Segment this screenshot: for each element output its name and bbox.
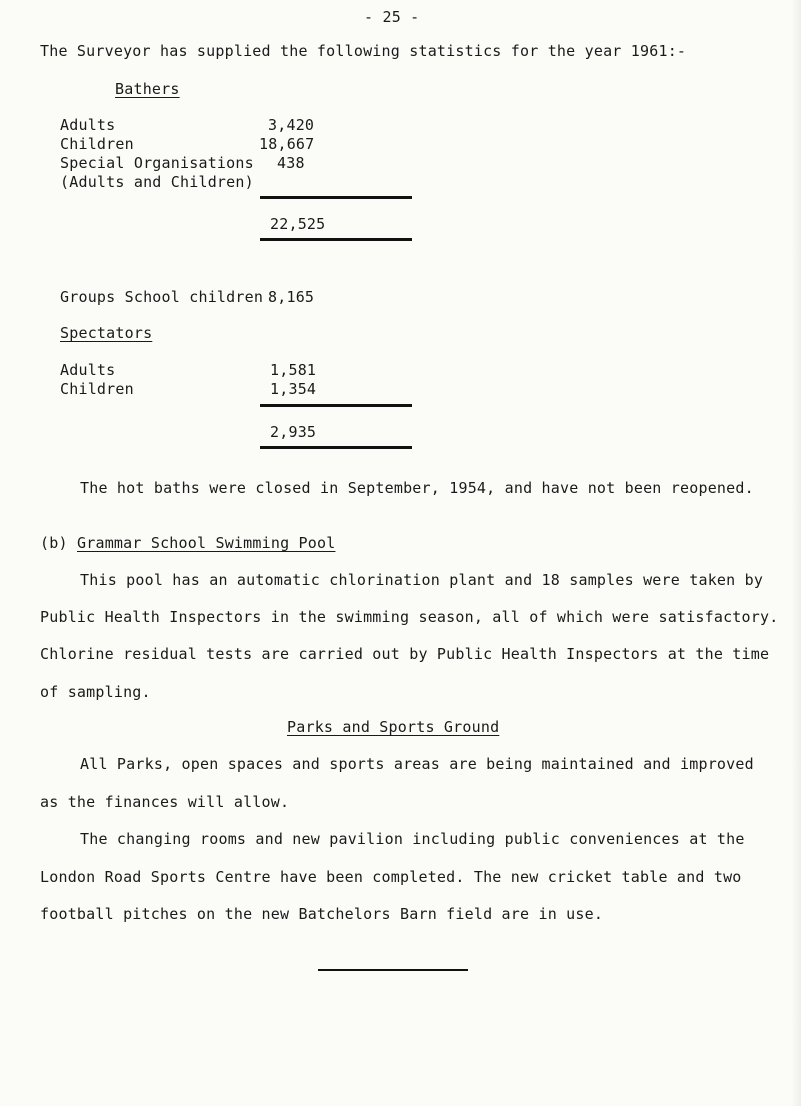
bathers-special-label: Special Organisations — [60, 154, 254, 172]
bathers-children-value: 18,667 — [259, 135, 315, 153]
spectators-children-label: Children — [60, 380, 134, 398]
spectators-adults-value: 1,581 — [270, 361, 317, 379]
parks-line-2: as the finances will allow. — [40, 793, 290, 811]
grammar-pool-line-3: Chlorine residual tests are carried out by Public Health Inspectors at the time — [40, 645, 770, 663]
grammar-pool-line-1: This pool has an automatic chlorination plant and 18 samples were taken by — [80, 571, 764, 589]
groups-value: 8,165 — [268, 288, 315, 306]
parks-line-5: football pitches on the new Batchelors Barn field are in use. — [40, 905, 604, 923]
intro-text: The Surveyor has supplied the following statistics for the year 1961:- — [40, 42, 687, 60]
bathers-heading: Bathers — [115, 80, 180, 98]
groups-label: Groups School children — [60, 288, 264, 306]
end-rule — [318, 969, 468, 971]
spectators-total: 2,935 — [270, 423, 317, 441]
bathers-sum-rule — [260, 196, 412, 199]
spectators-total-rule — [260, 446, 412, 449]
spectators-children-value: 1,354 — [270, 380, 317, 398]
bathers-adults-label: Adults — [60, 116, 116, 134]
bathers-children-label: Children — [60, 135, 134, 153]
parks-heading: Parks and Sports Ground — [287, 718, 500, 736]
grammar-pool-heading: Grammar School Swimming Pool — [77, 534, 336, 552]
spectators-heading: Spectators — [60, 324, 153, 342]
bathers-special-note: (Adults and Children) — [60, 173, 254, 191]
hot-baths-note: The hot baths were closed in September, 1954, and have not been reopened. — [80, 479, 754, 497]
grammar-pool-prefix: (b) — [40, 534, 68, 552]
bathers-adults-value: 3,420 — [268, 116, 315, 134]
bathers-special-value: 438 — [277, 154, 305, 172]
parks-line-4: London Road Sports Centre have been completed. The new cricket table and two — [40, 868, 742, 886]
page-edge-shadow — [791, 0, 801, 1106]
bathers-total: 22,525 — [270, 215, 326, 233]
parks-line-1: All Parks, open spaces and sports areas are being maintained and improved — [80, 755, 754, 773]
page-number: - 25 - — [364, 8, 420, 26]
spectators-sum-rule — [260, 404, 412, 407]
grammar-pool-line-4: of sampling. — [40, 683, 151, 701]
bathers-total-rule — [260, 238, 412, 241]
spectators-adults-label: Adults — [60, 361, 116, 379]
grammar-pool-line-2: Public Health Inspectors in the swimming season, all of which were satisfactory. — [40, 608, 779, 626]
parks-line-3: The changing rooms and new pavilion including public conveniences at the — [80, 830, 745, 848]
